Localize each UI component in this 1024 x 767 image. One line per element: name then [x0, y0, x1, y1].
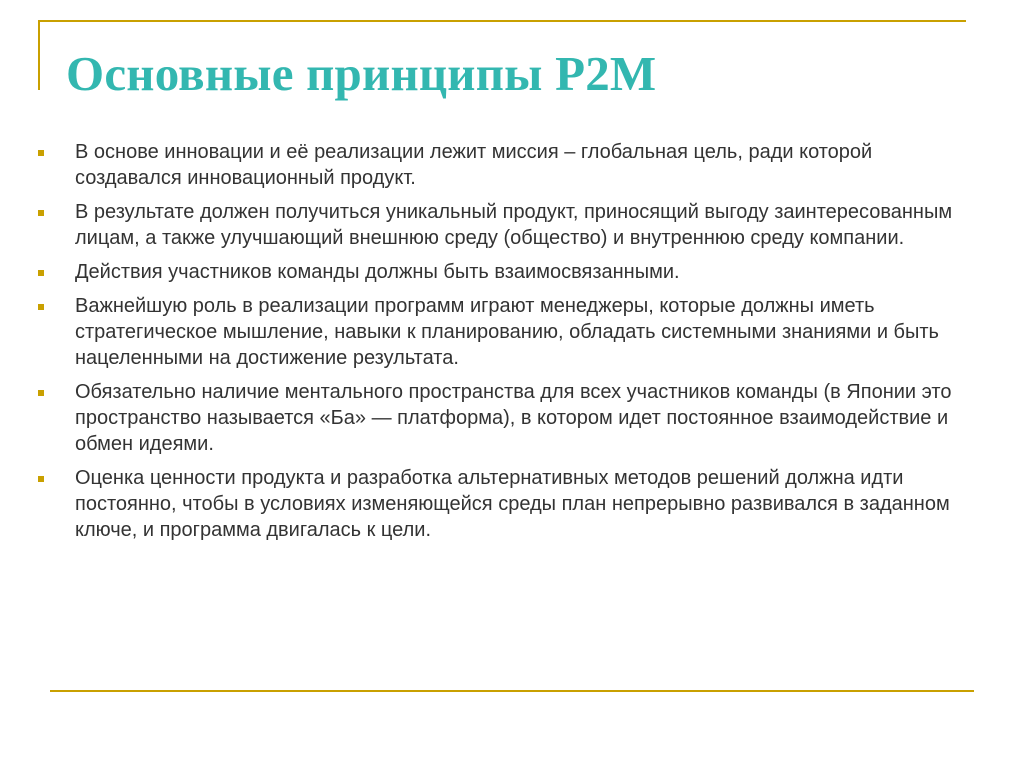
bottom-divider-line [50, 690, 974, 692]
square-bullet-icon [38, 304, 44, 310]
bullet-text: В основе инновации и её реализации лежит миссия – глобальная цель, ради которой создавался инновационный продукт. [75, 141, 873, 189]
bullet-text: В результате должен получиться уникальный продукт, приносящий выгоду заинтересованным лицам, а также улучшающий внешнюю среду (общество) и внутреннюю среду компании. [75, 201, 953, 249]
bullet-text: Действия участников команды должны быть взаимосвязанными. [75, 261, 680, 283]
bullet-item-unique-product [38, 199, 978, 251]
square-bullet-icon [38, 390, 44, 396]
bullet-item-team-actions [38, 259, 978, 285]
square-bullet-icon [38, 476, 44, 482]
square-bullet-icon [38, 210, 44, 216]
bullet-text: Важнейшую роль в реализации программ играют менеджеры, которые должны иметь стратегическое мышление, навыки к планированию, обладать системными знаниями и быть нацеленными на достижение результата. [75, 295, 939, 369]
bullet-item-managers [38, 293, 978, 371]
bullet-item-mental-space [38, 379, 978, 457]
square-bullet-icon [38, 150, 44, 156]
bullet-item-mission [38, 139, 978, 191]
bullet-text: Обязательно наличие ментального пространства для всех участников команды (в Японии это пространство называется «Ба» — платформа), в котором идет постоянное взаимодействие и обмен идеями. [75, 381, 952, 455]
slide-title: Основные принципы P2M [66, 46, 657, 101]
bullet-text: Оценка ценности продукта и разработка альтернативных методов решений должна идти постоянно, чтобы в условиях изменяющейся среды план непрерывно развивался в заданном ключе, и программа двигалась к цели. [75, 467, 950, 541]
square-bullet-icon [38, 270, 44, 276]
top-frame-line [38, 20, 966, 22]
left-frame-line [38, 20, 40, 90]
bullet-list [38, 139, 978, 551]
bullet-item-value-assessment [38, 465, 978, 543]
